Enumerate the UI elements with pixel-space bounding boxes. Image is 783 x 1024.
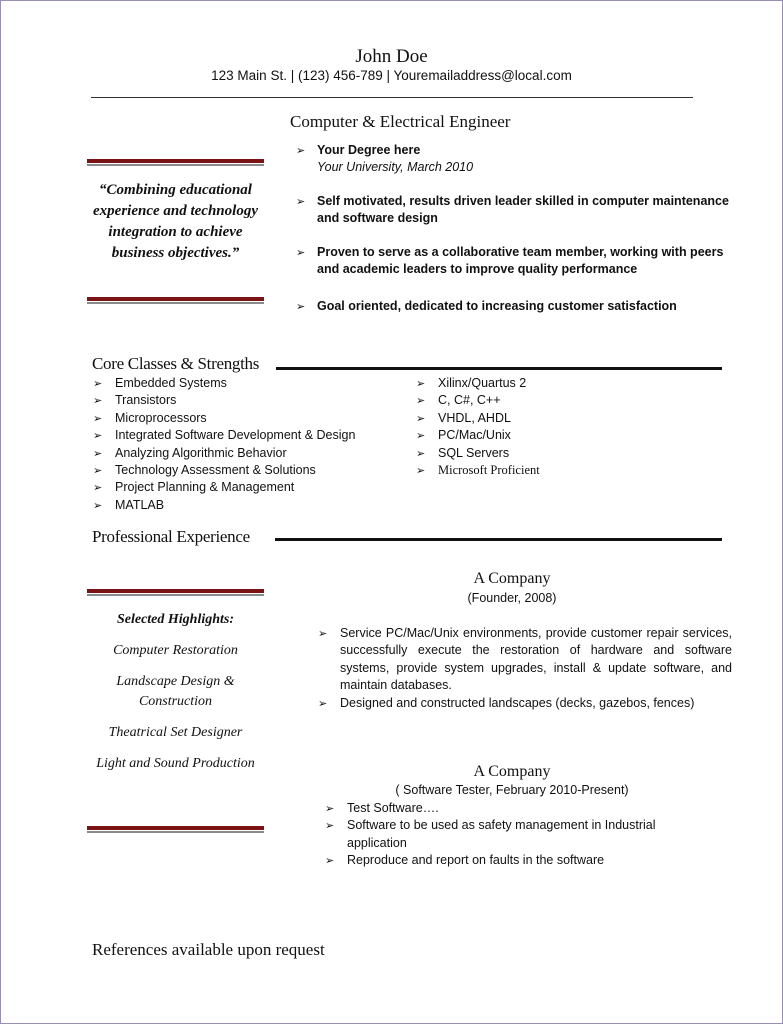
company-bullet-list [318,625,732,712]
list-item [325,817,692,852]
summary-item [296,142,736,176]
list-item-text: SQL Servers [438,445,510,460]
highlight-item: Landscape Design & Construction [116,674,235,709]
company-role: ( Software Tester, February 2010-Present) [395,783,629,797]
list-item [93,479,393,496]
summary-item [296,298,736,315]
arrow-bullet-icon: ➢ [93,464,103,478]
list-item-text: PC/Mac/Unix [438,428,511,443]
contact-line: 123 Main St. | (123) 456-789 | Youremailaddress@local.com [211,68,572,83]
list-item [325,800,725,817]
resume-name: John Doe [355,46,428,67]
list-item [416,375,716,392]
highlights-bottom-bar [87,826,264,830]
quote-text: “Combining educational experience and technology integration to achieve business objectives.” [93,182,258,261]
list-item-text: Reproduce and report on faults in the software [347,853,605,868]
core-list-left [93,375,393,514]
list-item [416,392,716,409]
company-role: (Founder, 2008) [467,591,557,605]
summary-item [296,244,736,278]
arrow-bullet-icon: ➢ [318,627,328,640]
references-note: References available upon request [92,940,325,959]
arrow-bullet-icon: ➢ [93,498,103,512]
list-item-text: Technology Assessment & Solutions [115,463,316,478]
list-item-text: Embedded Systems [115,376,227,390]
arrow-bullet-icon: ➢ [93,429,103,443]
experience-section-rule [275,538,722,541]
list-item-text: Analyzing Algorithmic Behavior [115,445,287,460]
arrow-bullet-icon: ➢ [296,144,306,157]
list-item-text: C, C#, C++ [438,393,501,408]
list-item [93,410,393,427]
list-item [325,852,725,869]
summary-list [296,142,736,332]
list-item-text: Xilinx/Quartus 2 [438,376,527,390]
list-item [93,427,393,444]
list-item-text: Designed and constructed landscapes (decks, gazebos, fences) [340,695,695,710]
list-item [416,410,716,427]
core-section-heading: Core Classes & Strengths [92,354,265,374]
quote-bottom-bar [87,297,264,301]
arrow-bullet-icon: ➢ [318,696,328,710]
summary-item-text: Your Degree here [317,143,421,157]
arrow-bullet-icon: ➢ [296,195,306,208]
experience-section-heading: Professional Experience [92,527,256,547]
list-item-text: MATLAB [115,497,165,512]
list-item [93,445,393,462]
highlight-item: Computer Restoration [113,643,238,658]
list-item-text: Software to be used as safety management in Industrial application [347,818,656,850]
list-item-text: Microprocessors [115,410,207,425]
arrow-bullet-icon: ➢ [296,300,306,313]
arrow-bullet-icon: ➢ [325,819,335,833]
arrow-bullet-icon: ➢ [93,411,103,425]
list-item [93,392,393,409]
highlights-title: Selected Highlights: [116,612,235,627]
highlight-item: Theatrical Set Designer [108,725,243,740]
arrow-bullet-icon: ➢ [325,854,335,868]
arrow-bullet-icon: ➢ [416,429,426,443]
summary-item-text: Goal oriented, dedicated to increasing customer satisfaction [317,299,677,313]
highlights-top-bar [87,589,264,593]
highlights-box [87,610,264,785]
list-item [416,427,716,444]
summary-item-text: Self motivated, results driven leader skilled in computer maintenance and software design [317,194,729,225]
list-item [93,497,393,514]
company-name: A Company [473,570,551,587]
list-item [318,625,732,695]
arrow-bullet-icon: ➢ [296,246,306,259]
arrow-bullet-icon: ➢ [416,464,426,478]
highlight-item: Light and Sound Production [96,756,255,771]
quote-top-bar [87,159,264,163]
header-rule [91,97,693,98]
arrow-bullet-icon: ➢ [416,411,426,425]
list-item [416,445,716,462]
list-item [93,462,393,479]
list-item-text: Test Software…. [347,801,439,815]
core-list-right [416,375,716,479]
company-name: A Company [473,763,551,780]
arrow-bullet-icon: ➢ [416,446,426,460]
list-item-text: Transistors [115,393,177,408]
arrow-bullet-icon: ➢ [93,377,103,390]
company-bullet-list [325,800,725,870]
list-item [93,375,393,392]
list-item-text: VHDL, AHDL [438,410,511,425]
list-item-text: Integrated Software Development & Design [115,428,356,443]
arrow-bullet-icon: ➢ [93,394,103,408]
summary-item-subtext: Your University, March 2010 [317,160,474,174]
job-title: Computer & Electrical Engineer [290,112,511,131]
arrow-bullet-icon: ➢ [416,377,426,390]
arrow-bullet-icon: ➢ [416,394,426,408]
summary-item-text: Proven to serve as a collaborative team member, working with peers and academic leaders to improve quality performance [317,245,724,276]
core-section-rule [276,367,722,370]
summary-item [296,193,736,227]
arrow-bullet-icon: ➢ [93,446,103,460]
arrow-bullet-icon: ➢ [325,802,335,815]
list-item-text: Project Planning & Management [115,480,295,495]
list-item-text: Service PC/Mac/Unix environments, provide customer repair services, successfully execute the restoration of hardware and software systems, provide system upgrades, install & update software, and maintain databases. [340,626,732,693]
list-item [318,695,732,712]
list-item-text: Microsoft Proficient [438,463,540,478]
list-item [416,462,716,479]
arrow-bullet-icon: ➢ [93,481,103,495]
